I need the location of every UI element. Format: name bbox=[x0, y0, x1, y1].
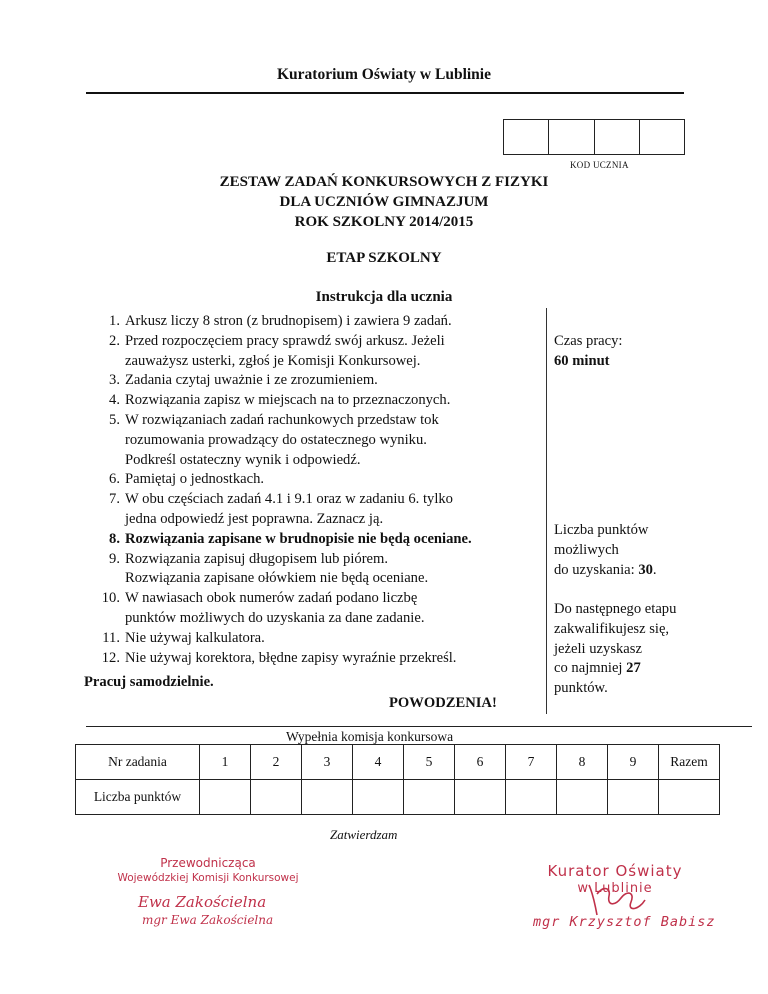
list-item: 1. Arkusz liczy 8 stron (z brudnopisem) i zawiera 9 zadań. bbox=[109, 313, 452, 329]
max-points-block: Liczba punktów możliwych do uzyskania: 30. bbox=[554, 522, 657, 578]
list-item: 4. Rozwiązania zapisz w miejscach na to przeznaczonych. bbox=[109, 392, 451, 409]
student-code-boxes[interactable] bbox=[503, 119, 685, 155]
chair-name: mgr Ewa Zakościelna bbox=[142, 913, 274, 927]
list-item: 2. Przed rozpoczęciem pracy sprawdź swój arkusz. Jeżeli zauważysz usterki, zgłoś je Komisji Konkursowej. bbox=[109, 332, 445, 369]
table-cell: 6 bbox=[455, 745, 506, 780]
score-cell[interactable] bbox=[200, 780, 251, 815]
table-cell: Razem bbox=[659, 745, 720, 780]
list-item: 10. W nawiasach obok numerów zadań podano liczbę punktów możliwych do uzyskania za dane zadanie. bbox=[101, 590, 425, 626]
code-box[interactable] bbox=[549, 120, 594, 154]
table-cell: 2 bbox=[251, 745, 302, 780]
table-header-cell: Nr zadania bbox=[76, 745, 200, 780]
instructions-title: Instrukcja dla ucznia bbox=[315, 289, 453, 305]
table-cell: 9 bbox=[608, 745, 659, 780]
chair-signature: Ewa Zakościelna bbox=[138, 893, 267, 911]
column-divider bbox=[546, 308, 547, 714]
header-divider bbox=[86, 92, 684, 94]
title-line-1: ZESTAW ZADAŃ KONKURSOWYCH Z FIZYKI bbox=[219, 174, 549, 190]
score-cell[interactable] bbox=[251, 780, 302, 815]
time-value: 60 minut bbox=[554, 353, 610, 369]
qualification-block: Do następnego etapu zakwalifikujesz się, jeżeli uzyskasz co najmniej 27 punktów. bbox=[554, 601, 677, 697]
table-cell: 1 bbox=[200, 745, 251, 780]
score-cell[interactable] bbox=[557, 780, 608, 815]
title-line-2: DLA UCZNIÓW GIMNAZJUM bbox=[279, 194, 489, 210]
score-cell[interactable] bbox=[404, 780, 455, 815]
list-item: 7. W obu częściach zadań 4.1 i 9.1 oraz w zadaniu 6. tylko jedna odpowiedź jest poprawna. Zaznacz ją. bbox=[109, 491, 453, 527]
table-header-cell: Liczba punktów bbox=[76, 780, 200, 815]
header-title: Kuratorium Oświaty w Lublinie bbox=[276, 66, 491, 83]
work-alone-note: Pracuj samodzielnie. bbox=[84, 674, 214, 690]
code-box[interactable] bbox=[504, 120, 549, 154]
code-box[interactable] bbox=[640, 120, 684, 154]
title-line-3: ROK SZKOLNY 2014/2015 bbox=[294, 214, 474, 230]
score-cell[interactable] bbox=[455, 780, 506, 815]
table-row bbox=[76, 780, 720, 815]
table-cell: 7 bbox=[506, 745, 557, 780]
list-item: 11. Nie używaj kalkulatora. bbox=[102, 629, 265, 646]
list-item: 8. Rozwiązania zapisane w brudnopisie nie będą oceniane. bbox=[109, 530, 472, 547]
table-cell: 3 bbox=[302, 745, 353, 780]
table-row bbox=[76, 745, 720, 780]
score-cell[interactable] bbox=[302, 780, 353, 815]
table-cell: 8 bbox=[557, 745, 608, 780]
list-item: 12. Nie używaj korektora, błędne zapisy wyraźnie przekreśl. bbox=[101, 649, 457, 666]
instructions-list bbox=[100, 312, 540, 668]
time-label: Czas pracy: bbox=[554, 333, 623, 349]
list-item: 9. Rozwiązania zapisuj długopisem lub piórem. Rozwiązania zapisane ołówkiem nie będą oceniane. bbox=[109, 550, 429, 587]
committee-note: Wypełnia komisja konkursowa bbox=[286, 729, 454, 744]
list-item: 3. Zadania czytaj uważnie i ze zrozumieniem. bbox=[109, 372, 378, 389]
stage-title: ETAP SZKOLNY bbox=[326, 250, 442, 266]
student-code-label: KOD UCZNIA bbox=[570, 160, 629, 170]
section-divider bbox=[86, 726, 752, 727]
good-luck: POWODZENIA! bbox=[389, 695, 497, 711]
chair-stamp: Przewodnicząca Wojewódzkiej Komisji Konkursowej bbox=[117, 856, 299, 884]
score-table bbox=[75, 744, 720, 815]
score-cell[interactable] bbox=[506, 780, 557, 815]
score-cell[interactable] bbox=[353, 780, 404, 815]
table-cell: 5 bbox=[404, 745, 455, 780]
curator-stamp: Kurator Oświaty w Lublinie bbox=[547, 862, 683, 896]
table-cell: 4 bbox=[353, 745, 404, 780]
score-cell[interactable] bbox=[608, 780, 659, 815]
approval-label: Zatwierdzam bbox=[330, 827, 398, 842]
list-item: 6. Pamiętaj o jednostkach. bbox=[109, 471, 265, 488]
code-box[interactable] bbox=[595, 120, 640, 154]
score-cell[interactable] bbox=[659, 780, 720, 815]
curator-name: mgr Krzysztof Babisz bbox=[533, 914, 716, 930]
list-item: 5. W rozwiązaniach zadań rachunkowych przedstaw tok rozumowania prowadzący do ostatecznego wyniku. Podkreśl ostateczny wynik i odpowiedź. bbox=[109, 411, 439, 468]
